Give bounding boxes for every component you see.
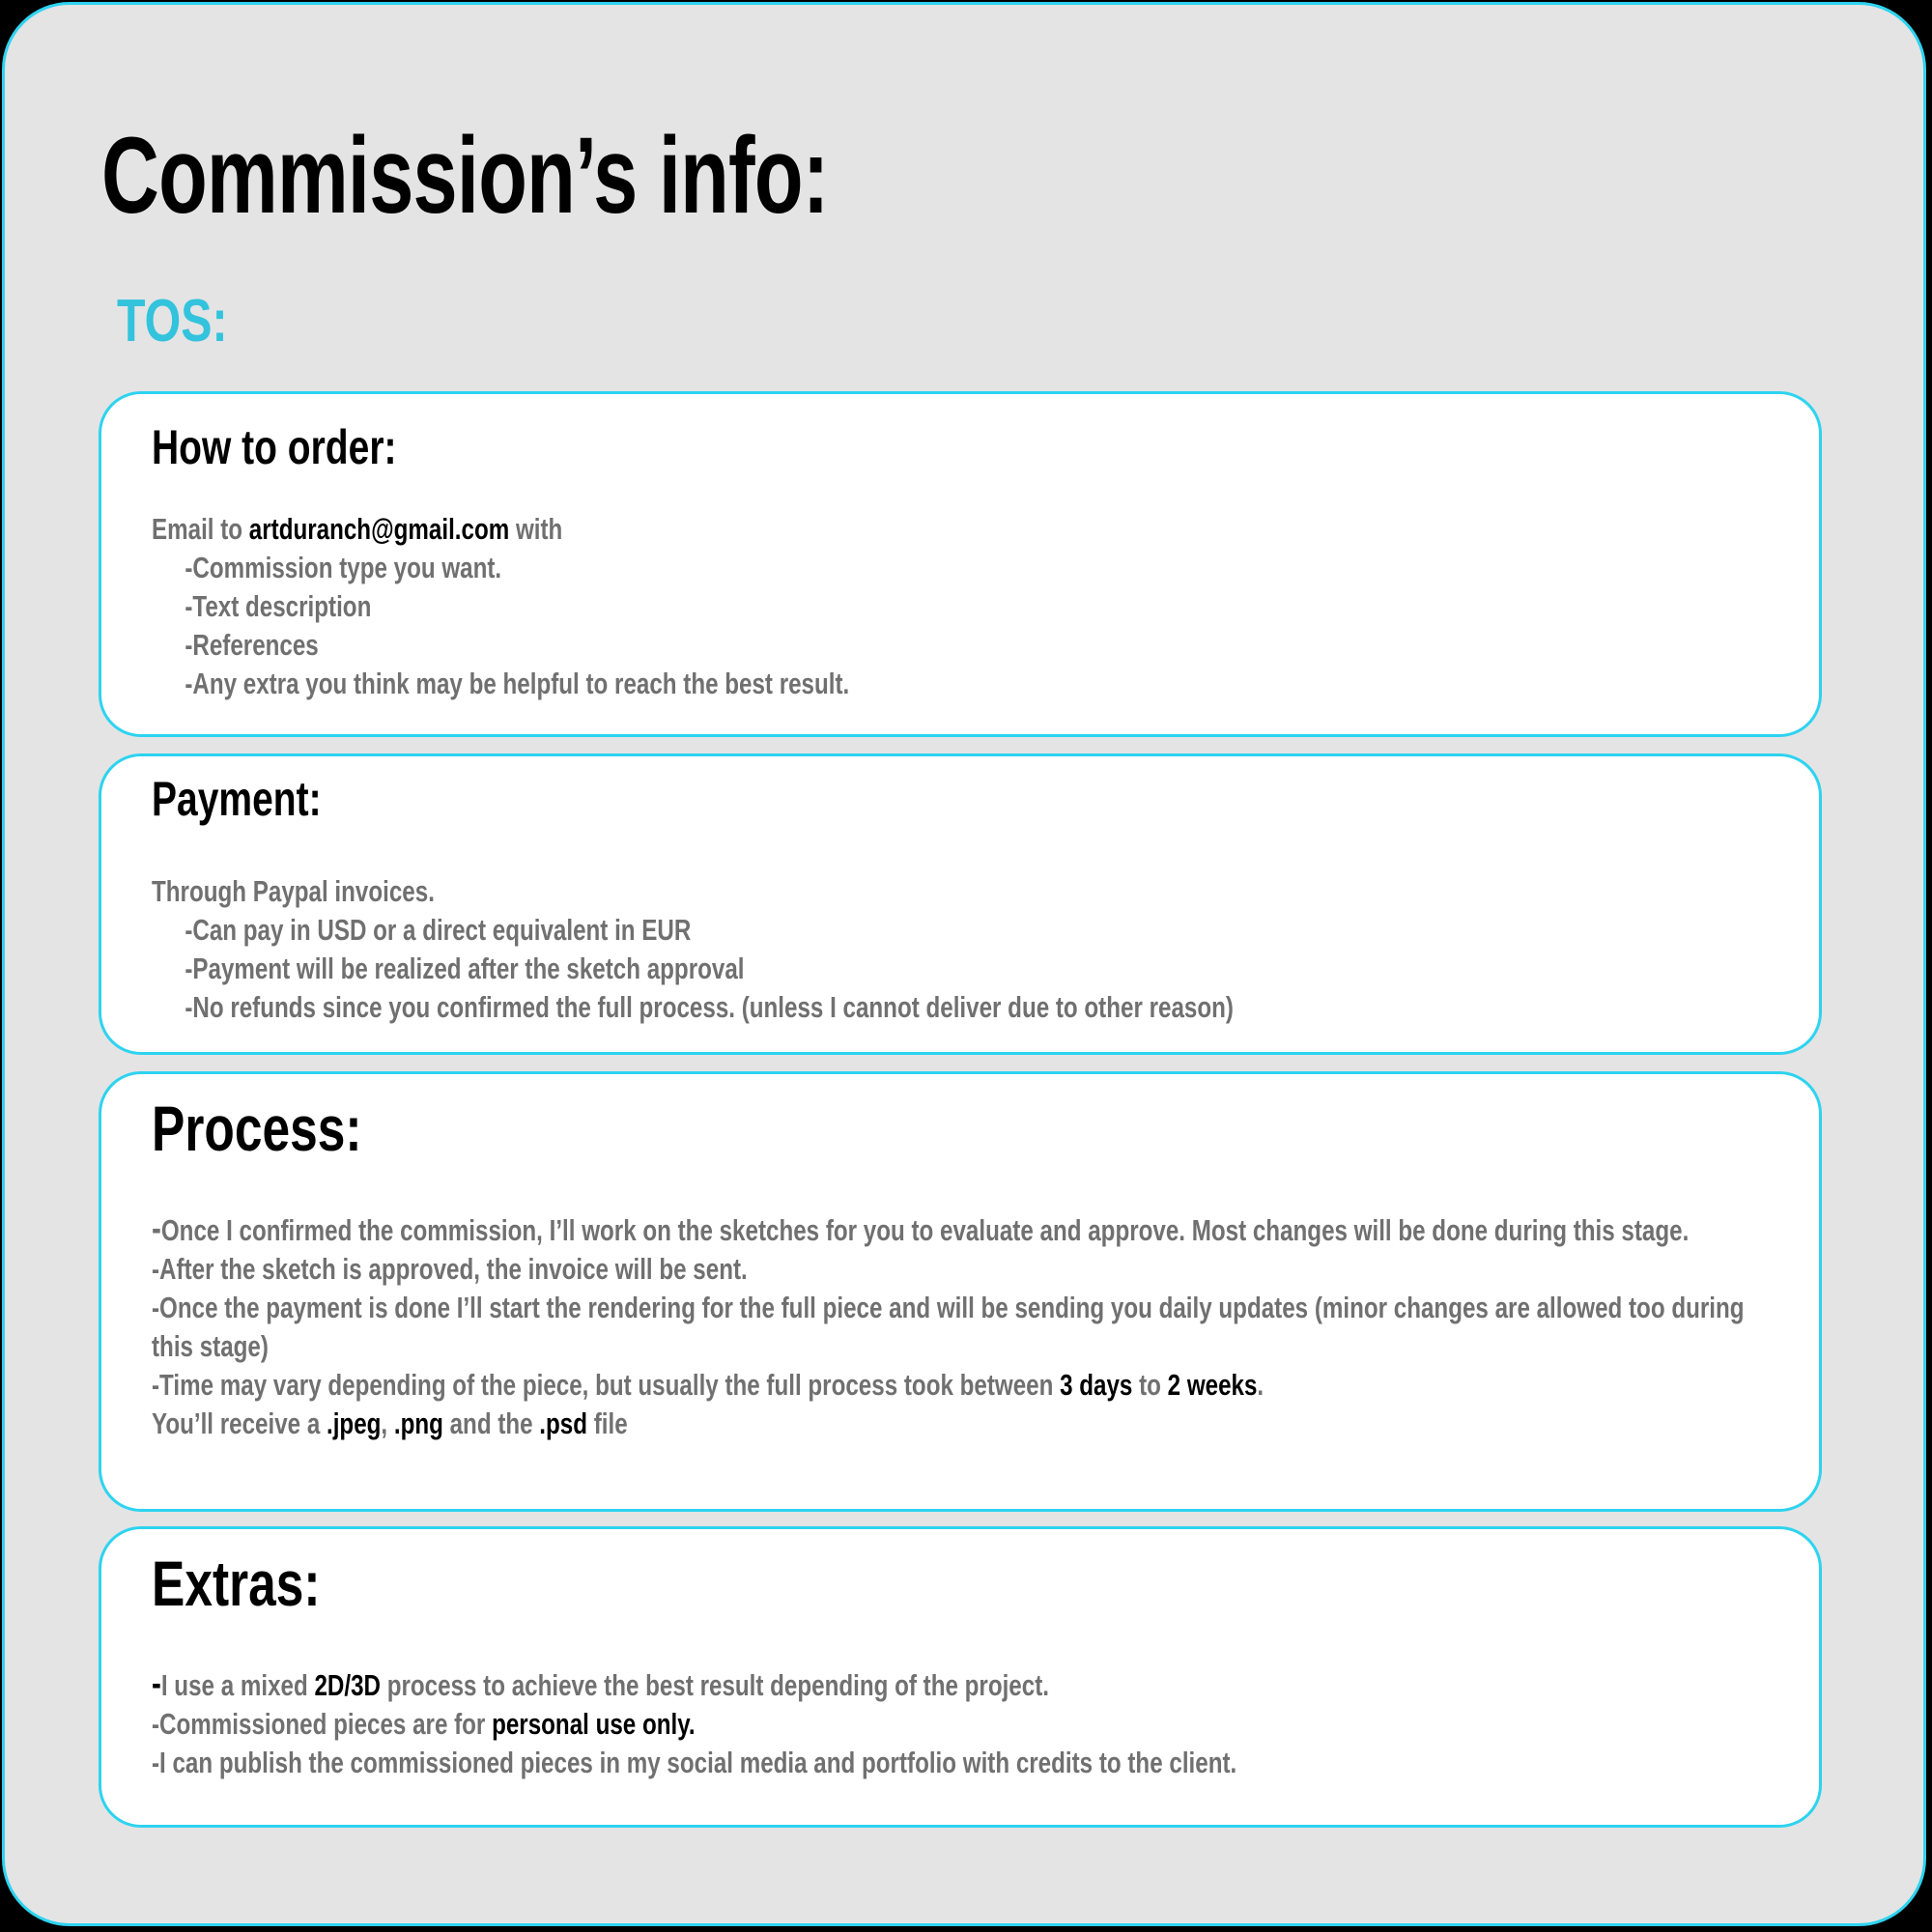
files-prefix: You’ll receive a [152, 1406, 327, 1440]
file-png: .png [393, 1406, 443, 1440]
process-item-invoice: -After the sketch is approved, the invoice will be sent. [152, 1252, 748, 1286]
how-to-order-body [152, 510, 1772, 703]
process-item-time [152, 1366, 1772, 1405]
process-time-max: 2 weeks [1167, 1368, 1258, 1402]
process-item-files [152, 1405, 1772, 1443]
payment-item-currency: -Can pay in USD or a direct equivalent in EUR [185, 913, 692, 947]
order-intro-prefix: Email to [152, 512, 249, 546]
file-jpeg: .jpeg [326, 1406, 382, 1440]
payment-item-refunds: -No refunds since you confirmed the full process. (unless I cannot deliver due to other reason) [185, 990, 1234, 1024]
order-item-references: -References [185, 628, 319, 662]
tos-label: TOS: [117, 288, 228, 355]
how-to-order-card [99, 391, 1822, 737]
files-suffix: file [587, 1406, 628, 1440]
extras-process-suffix: process to achieve the best result depending of the project. [381, 1668, 1049, 1702]
extras-card [99, 1526, 1822, 1828]
extras-usage-personal: personal use only. [492, 1707, 696, 1741]
extras-item-usage [152, 1705, 1772, 1744]
payment-card [99, 753, 1822, 1055]
process-item-sketches-text: Once I confirmed the commission, I’ll work on the sketches for you to evaluate and approve. Most changes will be done during this stage. [160, 1213, 1690, 1247]
process-heading: Process: [152, 1093, 362, 1164]
file-psd: .psd [539, 1406, 588, 1440]
process-item-sketches [152, 1209, 1772, 1250]
process-time-end: . [1257, 1368, 1264, 1402]
process-time-min: 3 days [1060, 1368, 1133, 1402]
commission-info-panel [2, 2, 1926, 1926]
process-time-mid: to [1132, 1368, 1168, 1402]
process-item-rendering: -Once the payment is done I’ll start the rendering for the full piece and will be sending you daily updates (minor changes are allowed too during this stage) [152, 1291, 1745, 1363]
extras-body [152, 1664, 1772, 1782]
page-title: Commission’s info: [101, 115, 829, 236]
extras-item-publish: -I can publish the commissioned pieces in my social media and portfolio with credits to the client. [152, 1746, 1237, 1779]
order-intro-suffix: with [509, 512, 563, 546]
order-item-extra: -Any extra you think may be helpful to reach the best result. [185, 667, 850, 700]
payment-heading: Payment: [152, 772, 322, 826]
extras-process-2d3d: 2D/3D [314, 1668, 382, 1702]
process-card [99, 1071, 1822, 1512]
extras-item-process-dash: - [152, 1663, 161, 1704]
files-and: and the [442, 1406, 540, 1440]
order-item-commission-type: -Commission type you want. [185, 551, 502, 584]
how-to-order-heading: How to order: [152, 420, 397, 474]
payment-item-timing: -Payment will be realized after the sketch approval [185, 952, 745, 985]
extras-heading: Extras: [152, 1548, 321, 1619]
order-item-text-description: -Text description [185, 589, 372, 623]
process-body [152, 1209, 1772, 1443]
payment-intro: Through Paypal invoices. [152, 874, 435, 908]
extras-usage-prefix: -Commissioned pieces are for [152, 1707, 493, 1741]
extras-item-process [152, 1664, 1772, 1705]
files-separator: , [381, 1406, 394, 1440]
process-item-sketches-dash: - [152, 1208, 161, 1249]
extras-process-prefix: I use a mixed [160, 1668, 315, 1702]
contact-email: artduranch@gmail.com [248, 512, 510, 546]
order-intro [152, 510, 1772, 549]
payment-body [152, 872, 1772, 1027]
process-time-prefix: -Time may vary depending of the piece, but usually the full process took between [152, 1368, 1061, 1402]
